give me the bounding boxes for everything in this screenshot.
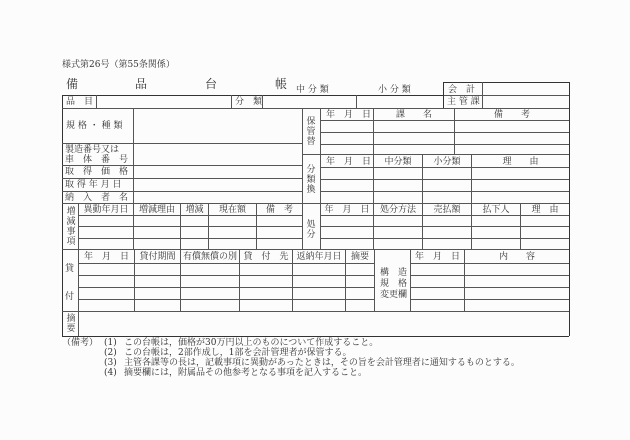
- kozo-label-2: 規 格: [380, 279, 408, 289]
- kashitsuke-col-kikan: 貸付期間: [139, 252, 176, 262]
- kashitsuke-label-top: 貸: [65, 264, 75, 274]
- kaikei-label: 会 計: [448, 85, 476, 95]
- kozo-col-naiyo: 内 容: [498, 252, 535, 262]
- form-number: 様式第26号（第55条関係）: [62, 60, 175, 70]
- kakaku-field[interactable]: [134, 166, 302, 178]
- zogen-col-zogen: 増減: [185, 205, 204, 215]
- note-2-text: この台帳は，2部作成し，1部を会計管理者が保管する。: [124, 348, 352, 358]
- shobun-label: 処分: [306, 220, 316, 240]
- title-char-3: 台: [205, 77, 218, 91]
- hokangae-col-date: 年 月 日: [326, 110, 372, 120]
- nengappi-field[interactable]: [134, 179, 302, 191]
- bunrui-field[interactable]: [263, 96, 443, 108]
- shobun-col-haraisage: 払下人: [482, 205, 510, 215]
- kashitsuke-col-tekiyo: 摘要: [350, 252, 369, 262]
- hokangae-label: 保管替: [306, 117, 316, 147]
- title-char-1: 備: [66, 77, 79, 91]
- kozo-label-1: 構 造: [380, 268, 408, 278]
- tekiyo-label: 摘要: [66, 314, 76, 334]
- bunruigae-col-chu: 中分類: [384, 157, 412, 167]
- bunruigae-label: 分類換: [306, 165, 316, 195]
- bunruigae-col-date: 年 月 日: [326, 157, 372, 167]
- zogen-label: 増減事項: [66, 207, 76, 247]
- note-3-text: 主管各課等の長は，記載事項に異動があったときは，その旨を会計管理者に通知するものとする。: [124, 358, 520, 368]
- hokangae-col-biko: 備 考: [493, 110, 530, 120]
- nonyu-field[interactable]: [134, 192, 302, 203]
- kozo-label-3: 変更欄: [380, 290, 408, 300]
- bunrui-label: 分 類: [235, 97, 263, 107]
- kakaku-label: 取 得 価 格: [65, 167, 129, 177]
- kikaku-label: 規 格 ・ 種 類: [66, 121, 123, 131]
- title-char-4: 帳: [275, 77, 288, 91]
- note-1-num: (1): [104, 338, 117, 348]
- hinmoku-field[interactable]: [97, 96, 230, 108]
- kashitsuke-col-yusho: 有償無償の別: [182, 252, 237, 262]
- seizo-field[interactable]: [134, 144, 302, 165]
- note-2-num: (2): [104, 348, 117, 358]
- zogen-col-date: 異動年月日: [83, 205, 129, 215]
- shobun-col-date: 年 月 日: [324, 205, 370, 215]
- nonyu-label: 納 入 者 名: [65, 193, 129, 203]
- chu-bunrui-label: 中 分 類: [296, 85, 329, 95]
- zogen-col-biko: 備 考: [265, 205, 293, 215]
- kashitsuke-col-saki: 貸 付 先: [243, 252, 289, 262]
- hinmoku-label: 品 目: [66, 97, 94, 107]
- note-3-num: (3): [104, 358, 117, 368]
- zogen-col-genzai: 現在額: [218, 205, 246, 215]
- seizo-label-1: 製造番号又は: [65, 145, 120, 155]
- shukanka-field[interactable]: [483, 96, 568, 108]
- shobun-col-riyu: 理 由: [531, 205, 559, 215]
- hokangae-col-ka: 課 名: [395, 110, 432, 120]
- zogen-col-riyu: 増減理由: [138, 205, 175, 215]
- seizo-label-2: 車 体 番 号: [65, 155, 129, 165]
- kikaku-field[interactable]: [134, 109, 302, 143]
- title-char-2: 品: [135, 77, 148, 91]
- kaikei-field[interactable]: [483, 83, 568, 95]
- notes-heading: （備考）: [62, 338, 99, 348]
- shukanka-label: 主 管 課: [447, 97, 480, 107]
- kozo-col-date: 年 月 日: [414, 252, 460, 262]
- shobun-col-uriharai: 売払額: [433, 205, 461, 215]
- nengappi-label: 取 得 年 月 日: [65, 180, 122, 190]
- note-1-text: この台帳は，価格が30万円以上のものについて作成すること。: [124, 338, 379, 348]
- kashitsuke-label-bottom: 付: [65, 292, 75, 302]
- note-4-num: (4): [104, 368, 117, 378]
- note-4-text: 摘要欄には，附属品その他参考となる事項を記入すること。: [124, 368, 368, 378]
- bunruigae-col-riyu: 理 由: [502, 157, 539, 167]
- bunruigae-col-sho: 小分類: [433, 157, 461, 167]
- sho-bunrui-label: 小 分 類: [378, 85, 411, 95]
- tekiyo-field[interactable]: [79, 312, 568, 336]
- kashitsuke-col-henno: 返納年月日: [296, 252, 342, 262]
- shobun-col-hoho: 処分方法: [379, 205, 416, 215]
- kashitsuke-col-date: 年 月 日: [83, 252, 129, 262]
